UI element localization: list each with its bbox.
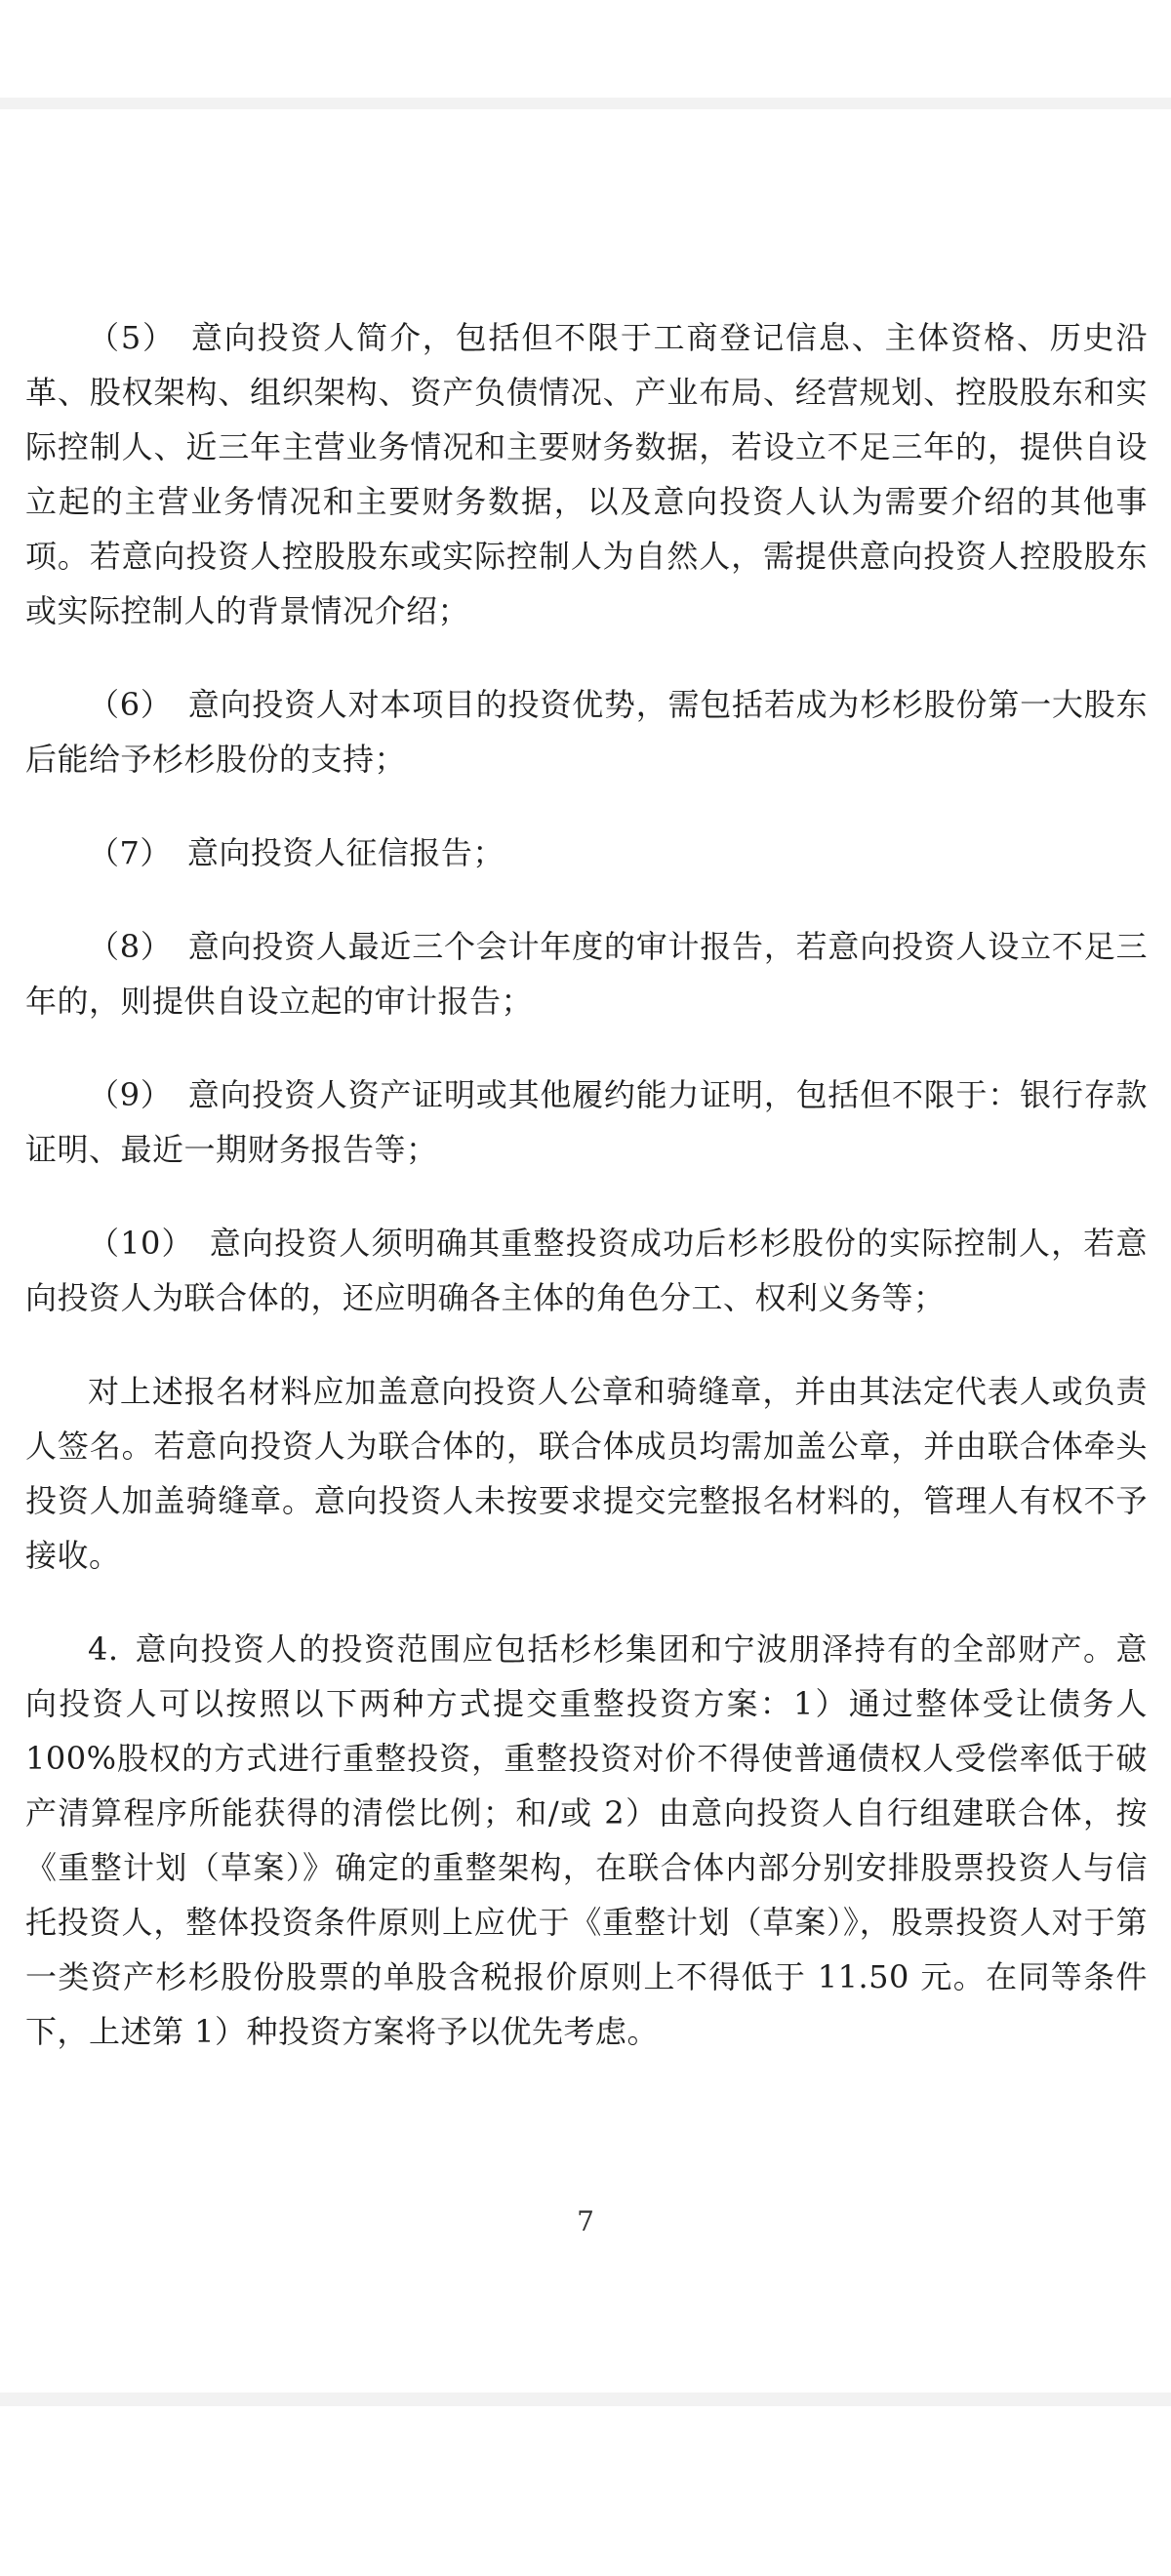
item-number: （5） bbox=[88, 319, 176, 356]
paragraph-text: 对上述报名材料应加盖意向投资人公章和骑缝章，并由其法定代表人或负责人签名。若意向投资人为联合体的，联合体成员均需加盖公章，并由联合体牵头投资人加盖骑缝章。意向投资人未按要求提交完整报名材料的，管理人有权不予接收。 bbox=[25, 1373, 1148, 1574]
paragraph-item-9 bbox=[25, 1067, 1148, 1177]
paragraph-item-5 bbox=[25, 310, 1148, 638]
item-number: （10） bbox=[88, 1225, 194, 1262]
page-number: 7 bbox=[577, 2205, 594, 2237]
item-number: （9） bbox=[88, 1076, 173, 1113]
paragraph-text: 意向投资人最近三个会计年度的审计报告，若意向投资人设立不足三年的，则提供自设立起的审计报告； bbox=[25, 928, 1148, 1020]
paragraph-item-10 bbox=[25, 1216, 1148, 1325]
paragraph-text: 意向投资人的投资范围应包括杉杉集团和宁波朋泽持有的全部财产。意向投资人可以按照以下两种方式提交重整投资方案：1）通过整体受让债务人100%股权的方式进行重整投资，重整投资对价不得使普通债权人受偿率低于破产清算程序所能获得的清偿比例；和/或 2）由意向投资人自行组建联合体，按《重整计划（草案）》确定的重整架构，在联合体内部分别安排股票投资人与信托投资人，整体投资条件原则上应优于《重整计划（草案）》，股票投资人对于第一类资产杉杉股份股票的单股含税报价原则上不得低于 11.50 元。在同等条件下，上述第 1）种投资方案将予以优先考虑。 bbox=[25, 1630, 1148, 2050]
item-number: （7） bbox=[88, 834, 172, 871]
section-number: 4. bbox=[88, 1630, 119, 1668]
paragraph-section-4 bbox=[25, 1622, 1148, 2059]
paragraph-text: 意向投资人对本项目的投资优势，需包括若成为杉杉股份第一大股东后能给予杉杉股份的支持； bbox=[25, 686, 1148, 778]
top-margin-strip bbox=[0, 0, 1171, 98]
item-number: （6） bbox=[88, 686, 173, 723]
paragraph-text: 意向投资人资产证明或其他履约能力证明，包括但不限于：银行存款证明、最近一期财务报告等； bbox=[25, 1076, 1148, 1168]
document-body bbox=[25, 310, 1148, 2098]
paragraph-text: 意向投资人简介，包括但不限于工商登记信息、主体资格、历史沿革、股权架构、组织架构、资产负债情况、产业布局、经营规划、控股股东和实际控制人、近三年主营业务情况和主要财务数据，若设立不足三年的，提供自设立起的主营业务情况和主要财务数据，以及意向投资人认为需要介绍的其他事项。若意向投资人控股股东或实际控制人为自然人，需提供意向投资人控股股东或实际控制人的背景情况介绍； bbox=[25, 319, 1148, 629]
paragraph-item-7 bbox=[25, 825, 1148, 880]
paragraph-item-6 bbox=[25, 677, 1148, 786]
paragraph-text: 意向投资人须明确其重整投资成功后杉杉股份的实际控制人，若意向投资人为联合体的，还应明确各主体的角色分工、权利义务等； bbox=[25, 1225, 1148, 1316]
paragraph-signature-requirement bbox=[25, 1364, 1148, 1583]
paragraph-item-8 bbox=[25, 919, 1148, 1028]
bottom-margin-strip bbox=[0, 2406, 1171, 2576]
paragraph-text: 意向投资人征信报告； bbox=[186, 834, 505, 871]
item-number: （8） bbox=[88, 928, 173, 965]
